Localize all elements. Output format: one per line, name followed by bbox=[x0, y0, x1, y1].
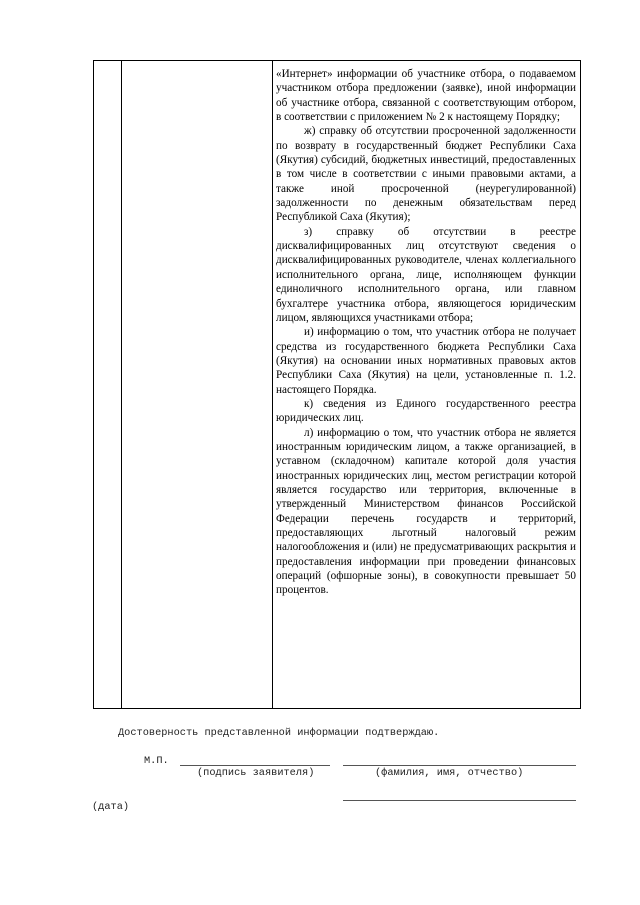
name-caption: (фамилия, имя, отчество) bbox=[375, 767, 524, 779]
cell-paragraph-l: л) информацию о том, что участник отбора не является иностранным юридическим лицом, а также организацией, в уставном (складочном) капитале которой доля участия иностранных юридических лиц, местом регистрации которой является государство или территория, включенные в утвержденный Министерством финансов Российской Федерации перечень государств и территорий, предоставляющих льготный налоговый режим налогообложения и (или) не предусматривающих раскрытия и предоставления информации при проведении финансовых операций (офшорные зоны), в совокупности превышает 50 процентов. bbox=[276, 426, 576, 597]
table-border-right bbox=[580, 60, 581, 709]
cell-paragraph-intro: «Интернет» информации об участнике отбора, о подаваемом участником отбора предложении (заявке), иной информации об участнике отбора, связанной с соответствующим отбором, в соответствии с приложением № 2 к настоящему Порядку; bbox=[276, 68, 576, 124]
date-line bbox=[343, 800, 576, 801]
date-label: (дата) bbox=[92, 801, 130, 813]
table-column-divider-2 bbox=[272, 60, 273, 709]
application-table bbox=[93, 60, 581, 709]
signature-line bbox=[180, 765, 330, 766]
cell-paragraph-i: и) информацию о том, что участник отбора не получает средства из государственного бюджета Республики Саха (Якутия) на основании иных нормативных правовых актов Республики Саха (Якутия) на цели, установленные п. 1.2. настоящего Порядка. bbox=[276, 326, 576, 396]
table-border-left bbox=[93, 60, 94, 709]
name-line bbox=[343, 765, 576, 766]
stamp-label: М.П. bbox=[144, 755, 169, 767]
confirmation-text: Достоверность представленной информации подтверждаю. bbox=[118, 727, 440, 739]
cell-paragraph-z: з) справку об отсутствии в реестре дисквалифицированных лиц отсутствуют сведения о дисквалифицированных руководителе, членах коллегиального исполнительного органа, лице, исполняющем функции единоличного исполнительного органа, или главном бухгалтере участника отбора, являющегося юридическим лицом, являющихся участниками отбора; bbox=[276, 225, 576, 324]
cell-paragraph-zh: ж) справку об отсутствии просроченной задолженности по возврату в государственный бюджет Республики Саха (Якутия) субсидий, бюджетных инвестиций, предоставленных в том числе в соответствии с иными правовыми актами, а также иной просроченной (неурегулированной) задолженности по денежным обязательствам перед Республикой Саха (Якутия); bbox=[276, 125, 576, 224]
table-cell-content bbox=[276, 67, 576, 598]
table-border-top bbox=[93, 60, 581, 61]
signature-caption: (подпись заявителя) bbox=[197, 767, 315, 779]
table-column-divider-1 bbox=[121, 60, 122, 709]
table-border-bottom bbox=[93, 708, 581, 709]
cell-paragraph-k: к) сведения из Единого государственного реестра юридических лиц. bbox=[276, 397, 576, 425]
